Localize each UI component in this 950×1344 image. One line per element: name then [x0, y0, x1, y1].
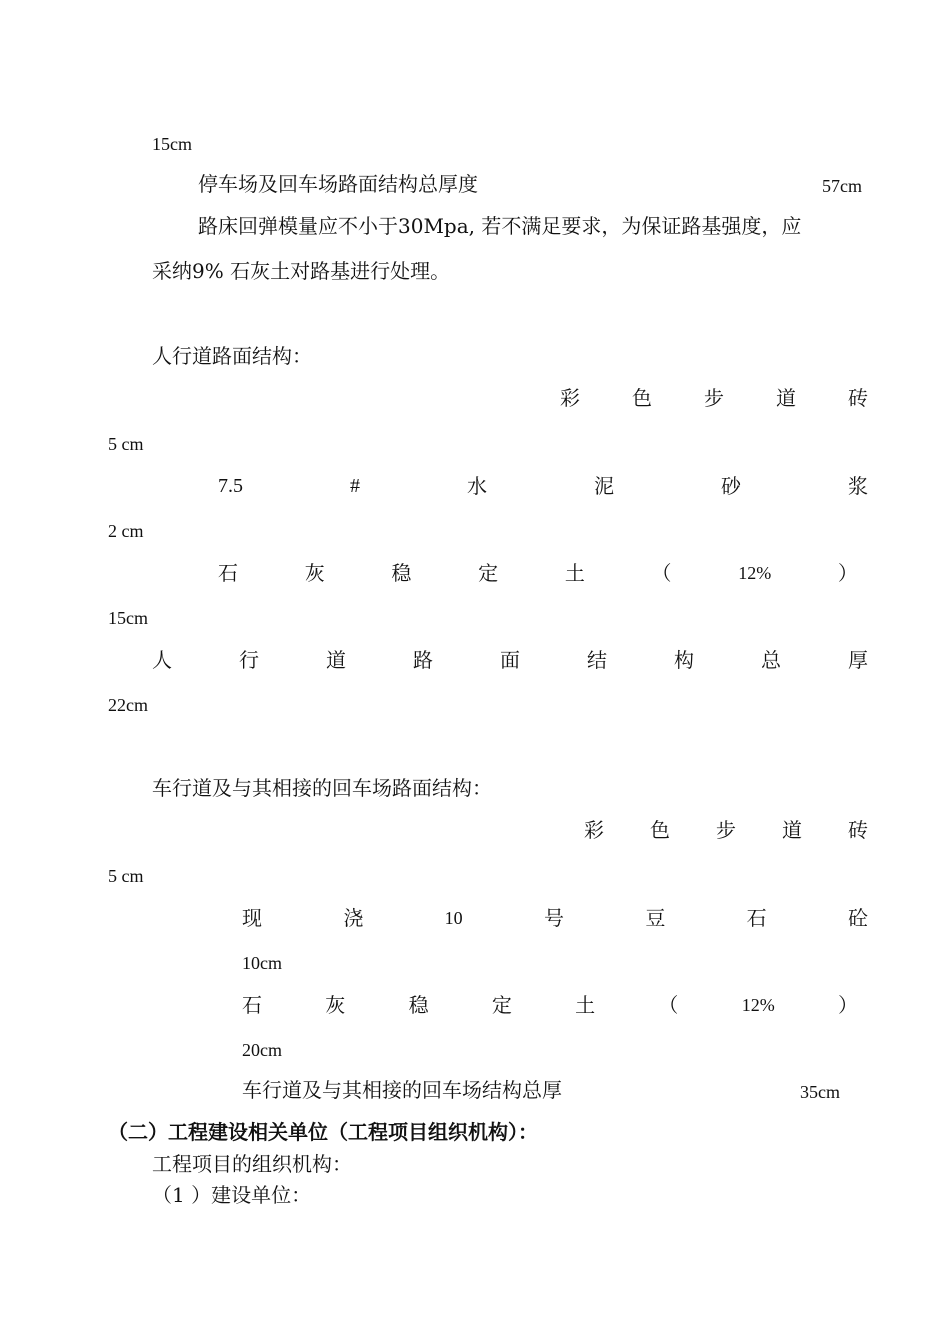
text-char: 稳 — [408, 993, 429, 1017]
text-line: 10cm — [242, 953, 282, 973]
text-char: 号 — [543, 906, 564, 930]
text-line: 5 cm — [108, 866, 144, 886]
text-char: 砖 — [848, 818, 868, 842]
text-char: ） — [837, 561, 858, 585]
text-char: 石 — [218, 561, 238, 585]
spread-line — [584, 818, 868, 842]
spread-line — [560, 386, 868, 410]
text-line: 工程项目的组织机构： — [152, 1152, 352, 1176]
text-char: 豆 — [645, 906, 666, 930]
text-char: 彩 — [560, 386, 580, 410]
text-char: 定 — [491, 993, 512, 1017]
text-line: 2 cm — [108, 521, 144, 541]
text-char: 道 — [776, 386, 796, 410]
text-value: 57cm — [822, 176, 862, 196]
text-char: 构 — [674, 648, 694, 672]
text-line: 停车场及回车场路面结构总厚度 — [198, 172, 478, 196]
text-char: 步 — [704, 386, 724, 410]
section-heading: 人行道路面结构： — [152, 344, 312, 368]
section-heading: 车行道及与其相接的回车场路面结构： — [152, 776, 492, 800]
text-char: 面 — [500, 648, 520, 672]
text-char: 厚 — [848, 648, 868, 672]
text-char: 泥 — [594, 474, 614, 498]
text-char: 灰 — [304, 561, 325, 585]
spread-line — [152, 648, 868, 672]
spread-line — [242, 993, 858, 1017]
spread-line — [242, 906, 868, 930]
text-char: （ — [658, 993, 679, 1017]
text-char: 行 — [239, 648, 259, 672]
text-char: 土 — [564, 561, 585, 585]
text-char: 浆 — [848, 474, 868, 498]
spread-line — [218, 561, 858, 585]
text-line: 22cm — [108, 695, 148, 715]
text-line: 5 cm — [108, 434, 144, 454]
text-char: 石 — [242, 993, 262, 1017]
text-char: 步 — [716, 818, 736, 842]
text-line: 路床回弹模量应不小于30Mpa, 若不满足要求，为保证路基强度，应 — [198, 214, 802, 238]
text-char: 砼 — [847, 906, 868, 930]
text-char: 道 — [326, 648, 346, 672]
text-line: （1 ）建设单位： — [152, 1183, 312, 1207]
text-line: 15cm — [108, 608, 148, 628]
text-line: 车行道及与其相接的回车场结构总厚 — [242, 1078, 562, 1102]
text-char: 人 — [152, 648, 172, 672]
text-char: 砖 — [848, 386, 868, 410]
text-char: 水 — [467, 474, 487, 498]
text-value: 35cm — [800, 1082, 840, 1102]
text-char: 浇 — [343, 906, 364, 930]
text-char: 10 — [444, 908, 463, 928]
text-char: 现 — [242, 906, 262, 930]
text-char: # — [350, 475, 360, 497]
text-char: 砂 — [721, 474, 741, 498]
text-char: 石 — [746, 906, 767, 930]
text-char: 彩 — [584, 818, 604, 842]
text-char: 定 — [478, 561, 499, 585]
text-line: 20cm — [242, 1040, 282, 1060]
spread-line — [218, 474, 868, 498]
section-title: （二）工程建设相关单位（工程项目组织机构）： — [108, 1120, 538, 1144]
text-char: 路 — [413, 648, 433, 672]
text-char: （ — [651, 561, 672, 585]
text-char: 道 — [782, 818, 802, 842]
text-char: 7.5 — [218, 475, 243, 497]
text-char: 12% — [741, 995, 775, 1015]
text-char: 稳 — [391, 561, 412, 585]
text-char: ） — [837, 993, 858, 1017]
text-char: 结 — [587, 648, 607, 672]
text-char: 12% — [738, 563, 772, 583]
text-char: 色 — [650, 818, 670, 842]
text-char: 色 — [632, 386, 652, 410]
text-char: 土 — [575, 993, 596, 1017]
text-char: 灰 — [325, 993, 346, 1017]
text-line: 15cm — [152, 134, 192, 154]
text-line: 采纳9% 石灰土对路基进行处理。 — [152, 259, 451, 283]
text-char: 总 — [761, 648, 781, 672]
